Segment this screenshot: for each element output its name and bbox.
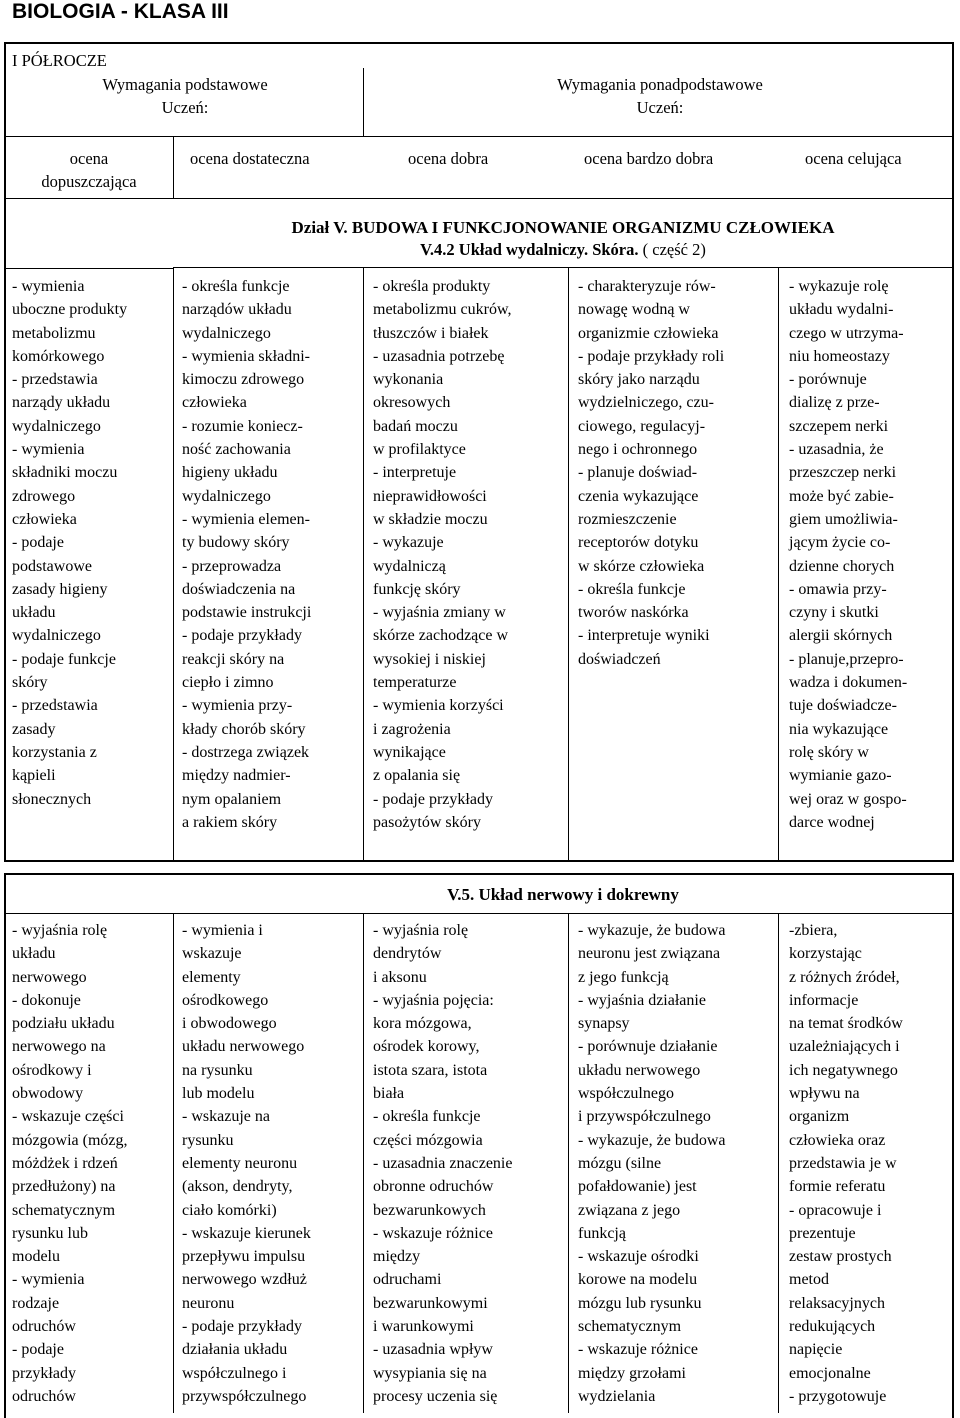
divider <box>173 268 174 862</box>
student-label: Uczeń: <box>161 98 209 118</box>
divider <box>363 68 364 136</box>
requirements-col-very-good: - wykazuje, że budowa neuronu jest związana z jego funkcją - wyjaśnia działanie synapsy - porównuje działanie układu nerwowego współczulnego i przywspółczulnego - wykazuje, że budowa mózgu (silne pofałdowanie) jest związana z jego funkcją - wskazuje ośrodki korowe na modelu mózgu lub rysunku schematycznym - wskazuje różnice między grzołami wydzielania <box>578 922 726 1405</box>
divider <box>5 198 953 199</box>
requirements-col-good: - określa produkty metabolizmu cukrów, tłuszczów i białek - uzasadnia potrzebę wykonania okresowych badań moczu w profilaktyce - interpretuje nieprawidłowości w składzie moczu - wykazuje wydalniczą funkcję skóry - wyjaśnia zmiany w skórze zachodzące w wysokiej i niskiej temperaturze - wymienia korzyści i zagrożenia wynikające z opalania się - podaje przykłady pasożytów skóry <box>373 278 512 831</box>
section-subtitle <box>173 238 953 261</box>
advanced-requirements-label: Wymagania ponadpodstawowe <box>557 75 763 94</box>
basic-requirements-header <box>60 73 310 120</box>
divider <box>5 913 953 914</box>
divider <box>173 913 174 1413</box>
basic-requirements-label: Wymagania podstawowe <box>102 75 268 94</box>
divider <box>173 267 953 268</box>
divider <box>5 268 173 269</box>
grade-sufficient-header: ocena dopuszczająca <box>41 149 137 192</box>
requirements-col-satisfactory: - określa funkcje narządów układu wydalniczego - wymienia składni- kimoczu zdrowego człowieka - rozumie koniecz- ność zachowania higieny układu wydalniczego - wymienia elemen- ty budowy skóry - przeprowadza doświadczenia na podstawie instrukcji - podaje przykłady reakcji skóry na ciepło i zimno - wymienia przy- kłady chorób skóry - dostrzega związek między nadmier- nym opalaniem a rakiem skóry <box>182 278 312 831</box>
requirements-col-very-good: - charakteryzuje rów- nowagę wodną w organizmie człowieka - podaje przykłady roli skóry jako narządu wydzielniczego, czu- ciowego, regulacyj- nego i ochronnego - planuje doświad- czenia wykazujące rozmieszczenie receptorów dotyku w skórze człowieka - określa funkcje tworów naskórka - interpretuje wyniki doświadczeń <box>578 278 725 668</box>
grade-satisfactory-header: ocena dostateczna <box>190 149 310 168</box>
divider <box>363 913 364 1413</box>
divider <box>778 913 779 1413</box>
section-title-line1: Dział V. BUDOWA I FUNKCJONOWANIE ORGANIZMU CZŁOWIEKA <box>291 218 835 237</box>
grade-very-good-header: ocena bardzo dobra <box>584 149 714 168</box>
grade-excellent-header: ocena celująca <box>805 149 902 168</box>
section-subtitle-suffix: ( część 2) <box>642 240 706 259</box>
page-title: BIOLOGIA - KLASA III <box>12 0 229 23</box>
grade-good-header: ocena dobra <box>408 149 489 168</box>
section-subtitle-main: V.4.2 Układ wydalniczy. Skóra. <box>420 240 639 259</box>
requirements-col-excellent: -zbiera, korzystając z różnych źródeł, informacje na temat środków uzależniających i ich negatywnego wpływu na organizm człowieka oraz przedstawia je w formie referatu - opracowuje i prezentuje zestaw prostych metod relaksacyjnych redukujących napięcie emocjonalne - przygotowuje <box>789 922 903 1405</box>
divider <box>5 136 953 137</box>
advanced-requirements-header <box>520 73 800 120</box>
requirements-col-excellent: - wykazuje rolę układu wydalni- czego w utrzyma- niu homeostazy - porównuje dializę z prze- szczepem nerki - uzasadnia, że przeszczep nerki może być zabie- giem umożliwia- jącym życie co- dzienne chorych - omawia przy- czyny i skutki alergii skórnych - planuje,przepro- wadza i dokumen- tuje doświadcze- nia wykazujące rolę skóry w wymianie gazo- wej oraz w gospo- darce wodnej <box>789 278 908 831</box>
requirements-col-sufficient: - wymienia uboczne produkty metabolizmu komórkowego - przedstawia narządy układu wydalniczego - wymienia składniki moczu zdrowego człowieka - podaje podstawowe zasady higieny układu wydalniczego - podaje funkcje skóry - przedstawia zasady korzystania z kąpieli słonecznych <box>12 278 128 808</box>
semester-label: I PÓŁROCZE <box>12 51 107 70</box>
divider <box>568 268 569 862</box>
section-title <box>173 216 953 239</box>
divider <box>778 268 779 862</box>
divider <box>363 268 364 862</box>
requirements-col-sufficient: - wyjaśnia rolę układu nerwowego - dokonuje podziału układu nerwowego na ośrodkowy i obwodowy - wskazuje części mózgowia (mózg, móżdżek i rdzeń przedłużony) na schematycznym rysunku lub modelu - wymienia rodzaje odruchów - podaje przykłady odruchów <box>12 922 128 1405</box>
section-title: V.5. Układ nerwowy i dokrewny <box>447 885 679 904</box>
requirements-col-satisfactory: - wymienia i wskazuje elementy ośrodkowego i obwodowego układu nerwowego na rysunku lub modelu - wskazuje na rysunku elementy neuronu (akson, dendryty, ciało komórki) - wskazuje kierunek przepływu impulsu nerwowego wzdłuż neuronu - podaje przykłady działania układu współczulnego i przywspółczulnego <box>182 922 311 1405</box>
requirements-col-good: - wyjaśnia rolę dendrytów i aksonu - wyjaśnia pojęcia: kora mózgowa, ośrodek korowy, istota szara, istota biała - określa funkcje części mózgowia - uzasadnia znaczenie obronne odruchów bezwarunkowych - wskazuje różnice między odruchami bezwarunkowymi i warunkowymi - uzasadnia wpływ wysypiania się na procesy uczenia się <box>373 922 513 1405</box>
divider <box>568 913 569 1413</box>
divider <box>173 136 174 198</box>
student-label: Uczeń: <box>636 98 684 118</box>
